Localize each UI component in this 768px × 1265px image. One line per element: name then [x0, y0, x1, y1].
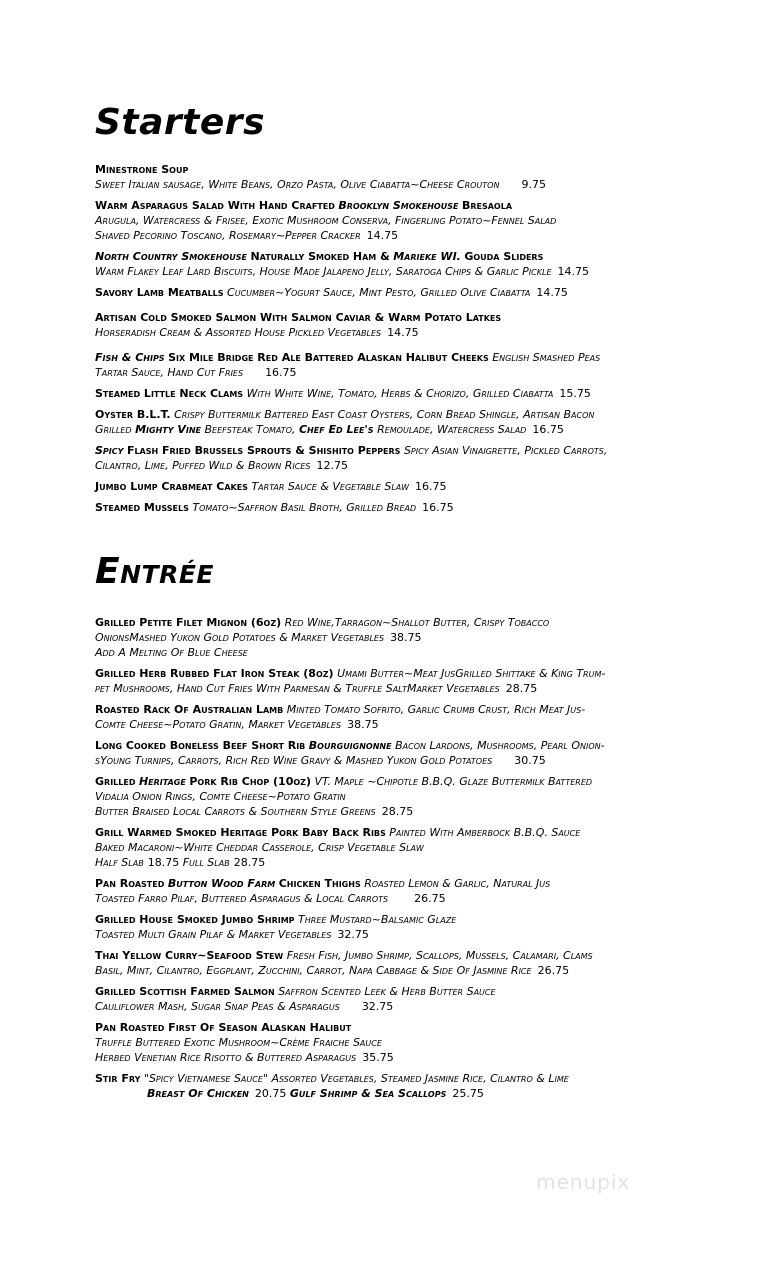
item-name-italic: Fish & Chips: [95, 351, 165, 364]
menu-item: [95, 162, 695, 192]
menu-item: [95, 984, 695, 1014]
item-option: Breast Of Chicken: [147, 1087, 249, 1100]
item-description: Umami Butter~Meat JusGrilled Shittake & King Trum-: [337, 667, 606, 680]
item-name: Gouda Sliders: [464, 250, 544, 263]
item-description: Minted Tomato Sofrito, Garlic Crumb Crust, Rich Meat Jus-: [286, 703, 586, 716]
menu-item: [95, 912, 695, 942]
item-description: Roasted Lemon & Garlic, Natural Jus: [364, 877, 551, 890]
item-name: Oyster B.L.T.: [95, 408, 171, 421]
menu-item: [95, 500, 695, 515]
item-description: Toasted Multi Grain Pilaf & Market Vegetables: [95, 928, 332, 941]
item-description: Tartar Sauce & Vegetable Slaw: [251, 480, 410, 493]
item-name: Steamed Little Neck Clams: [95, 387, 244, 400]
item-description: Bacon Lardons, Mushrooms, Pearl Onion-: [395, 739, 605, 752]
item-description: Comte Cheese~Potato Gratin, Market Vegetables: [95, 718, 342, 731]
item-description: Saffron Scented Leek & Herb Butter Sauce: [278, 985, 496, 998]
item-description: sYoung Turnips, Carrots, Rich Red Wine Gravy & Mashed Yukon Gold Potatoes: [95, 754, 493, 767]
item-description: Cauliflower Mash, Sugar Snap Peas & Asparagus: [95, 1000, 340, 1013]
item-name: Long Cooked Boneless Beef Short Rib: [95, 739, 306, 752]
item-name: Naturally Smoked Ham &: [250, 250, 390, 263]
item-name: Savory Lamb Meatballs: [95, 286, 224, 299]
item-description: Remoulade, Watercress Salad: [377, 423, 527, 436]
item-price: 16.75: [422, 501, 454, 514]
item-name: Flash Fried Brussels Sprouts & Shishito Peppers: [126, 444, 401, 457]
item-price: 20.75: [254, 1087, 287, 1100]
menu-item: [95, 285, 695, 300]
item-name: Thai Yellow Curry~Seafood Stew: [95, 949, 284, 962]
item-description: Cucumber~Yogurt Sauce, Mint Pesto, Grilled Olive Ciabatta: [227, 286, 531, 299]
item-description: Full Slab: [182, 856, 230, 869]
item-price: 32.75: [337, 928, 369, 941]
item-price: 18.75: [147, 856, 180, 869]
item-option: Gulf Shrimp & Sea Scallops: [289, 1087, 447, 1100]
menu-item: [95, 386, 695, 401]
item-description: Baked Macaroni~White Cheddar Casserole, Crisp Vegetable Slaw: [95, 841, 424, 854]
menu-item: [95, 1071, 695, 1101]
item-description: Spicy Asian Vinaigrette, Pickled Carrots,: [403, 444, 608, 457]
item-price: 16.75: [265, 366, 297, 379]
item-price: 35.75: [362, 1051, 394, 1064]
item-name-italic: Brooklyn Smokehouse: [338, 199, 459, 212]
item-price: 28.75: [233, 856, 266, 869]
item-price: 38.75: [390, 631, 422, 644]
item-price: 14.75: [366, 229, 399, 242]
item-addon: Add A Melting Of Blue Cheese: [95, 646, 248, 659]
item-price: 38.75: [347, 718, 379, 731]
item-description: Herbed Venetian Rice Risotto & Buttered Asparagus: [95, 1051, 357, 1064]
item-price: 26.75: [414, 892, 446, 905]
item-name: Six Mile Bridge Red Ale Battered Alaskan Halibut Cheeks: [168, 351, 489, 364]
item-name: Bresaola: [461, 199, 513, 212]
entree-list: [95, 615, 695, 1101]
item-description: Red Wine,Tarragon~Shallot Butter, Crispy Tobacco: [284, 616, 550, 629]
item-description: Three Mustard~Balsamic Glaze: [298, 913, 457, 926]
item-name: Steamed Mussels: [95, 501, 189, 514]
item-name-italic: North Country Smokehouse: [95, 250, 247, 263]
item-description: Basil, Mint, Cilantro, Eggplant, Zucchini, Carrot, Napa Cabbage & Side Of Jasmine Rice: [95, 964, 532, 977]
item-price: 14.75: [557, 265, 589, 278]
item-name-italic: Chef Ed Lee's: [298, 423, 374, 436]
item-description: Tomato~Saffron Basil Broth, Grilled Bread: [192, 501, 417, 514]
item-price: 9.75: [521, 178, 546, 191]
menu-item: [95, 666, 695, 696]
item-description: "Spicy Vietnamese Sauce" Assorted Vegetables, Steamed Jasmine Rice, Cilantro & Lime: [143, 1072, 569, 1085]
item-description: Sweet Italian sausage, White Beans, Orzo Pasta, Olive Ciabatta~Cheese Crouton: [95, 178, 500, 191]
menu-item: [95, 702, 695, 732]
item-name-italic: Mighty Vine: [135, 423, 201, 436]
item-name: Pan Roasted: [95, 877, 165, 890]
menu-item: [95, 948, 695, 978]
item-name: Chicken Thighs: [278, 877, 361, 890]
watermark-logo: menupix: [536, 1170, 631, 1194]
menu-item: [95, 876, 695, 906]
item-name: Grill Warmed Smoked Heritage Pork Baby Back Ribs: [95, 826, 386, 839]
item-name: Pan Roasted First Of Season Alaskan Halibut: [95, 1021, 352, 1034]
item-price: 28.75: [381, 805, 414, 818]
item-description: Truffle Buttered Exotic Mushroom~Crème Fraiche Sauce: [95, 1036, 382, 1049]
menu-item: [95, 350, 695, 380]
item-name: Artisan Cold Smoked Salmon With Salmon Caviar & Warm Potato Latkes: [95, 311, 502, 324]
item-description: Fresh Fish, Jumbo Shrimp, Scallops, Mussels, Calamari, Clams: [286, 949, 593, 962]
item-description: Vidalia Onion Rings, Comte Cheese~Potato Gratin: [95, 790, 346, 803]
section-gap: [95, 521, 695, 549]
item-description: Painted With Amberbock B.B.Q. Sauce: [389, 826, 581, 839]
item-name: Grilled: [95, 775, 136, 788]
starters-heading: Starters: [95, 102, 265, 143]
item-description: Beefsteak Tomato,: [204, 423, 296, 436]
item-description: With White Wine, Tomato, Herbs & Chorizo, Grilled Ciabatta: [246, 387, 554, 400]
item-name-italic: Heritage: [138, 775, 186, 788]
menu-item: [95, 615, 695, 660]
menu-item: [95, 738, 695, 768]
item-name-italic: Button Wood Farm: [167, 877, 276, 890]
item-price: 16.75: [532, 423, 564, 436]
item-name: Grilled Herb Rubbed Flat Iron Steak (8oz): [95, 667, 334, 680]
item-name: Grilled Petite Filet Mignon (6oz): [95, 616, 282, 629]
item-price: 26.75: [537, 964, 570, 977]
item-description: Arugula, Watercress & Frisee, Exotic Mushroom Conserva, Fingerling Potato~Fennel Salad: [95, 214, 557, 227]
item-description: Horseradish Cream & Assorted House Pickled Vegetables: [95, 326, 382, 339]
item-description: Crispy Buttermilk Battered East Coast Oysters, Corn Bread Shingle, Artisan Bacon: [174, 408, 595, 421]
item-price: 14.75: [387, 326, 419, 339]
item-description: English Smashed Peas: [492, 351, 601, 364]
item-price: 16.75: [415, 480, 447, 493]
item-description: VT. Maple ~Chipotle B.B.Q. Glaze Buttermilk Battered: [314, 775, 593, 788]
item-description: pet Mushrooms, Hand Cut Fries With Parmesan & Truffle SaltMarket Vegetables: [95, 682, 500, 695]
item-price: 28.75: [505, 682, 538, 695]
item-description: Cilantro, Lime, Puffed Wild & Brown Rices: [95, 459, 311, 472]
menu-page: [95, 100, 695, 1107]
menu-item: [95, 407, 695, 437]
item-description: Toasted Farro Pilaf, Buttered Asparagus & Local Carrots: [95, 892, 389, 905]
menu-item: [95, 198, 695, 243]
menu-item: [95, 774, 695, 819]
item-name: Pork Rib Chop (10oz): [189, 775, 311, 788]
starters-list: [95, 162, 695, 515]
item-description: Butter Braised Local Carrots & Southern Style Greens: [95, 805, 376, 818]
item-name: Jumbo Lump Crabmeat Cakes: [95, 480, 248, 493]
item-name-italic: Bourguignonne: [308, 739, 392, 752]
item-name-italic: Marieke WI.: [393, 250, 461, 263]
menu-item: [95, 310, 695, 340]
item-description: OnionsMashed Yukon Gold Potatoes & Market Vegetables: [95, 631, 385, 644]
menu-item: [95, 479, 695, 494]
entree-heading: Entrée: [95, 551, 214, 592]
item-name: Grilled House Smoked Jumbo Shrimp: [95, 913, 295, 926]
item-description: Half Slab: [95, 856, 144, 869]
item-description: Tartar Sauce, Hand Cut Fries: [95, 366, 244, 379]
item-price: 15.75: [559, 387, 591, 400]
item-price: 14.75: [536, 286, 568, 299]
item-price: 12.75: [316, 459, 348, 472]
item-price: 32.75: [361, 1000, 394, 1013]
menu-item: [95, 1020, 695, 1065]
item-description: Grilled: [95, 423, 132, 436]
item-price: 30.75: [514, 754, 546, 767]
item-description: Shaved Pecorino Toscano, Rosemary~Pepper Cracker: [95, 229, 361, 242]
menu-item: [95, 443, 695, 473]
item-name: Warm Asparagus Salad With Hand Crafted: [95, 199, 335, 212]
item-description: Warm Flakey Leaf Lard Biscuits, House Made Jalapeno Jelly, Saratoga Chips & Garlic Pickle: [95, 265, 552, 278]
item-name-italic: Spicy: [95, 444, 124, 457]
menu-item: [95, 825, 695, 870]
item-name: Roasted Rack Of Australian Lamb: [95, 703, 284, 716]
item-name: Stir Fry: [95, 1072, 141, 1085]
menu-item: [95, 249, 695, 279]
item-name: Grilled Scottish Farmed Salmon: [95, 985, 275, 998]
item-price: 25.75: [452, 1087, 484, 1100]
item-name: Minestrone Soup: [95, 163, 189, 176]
